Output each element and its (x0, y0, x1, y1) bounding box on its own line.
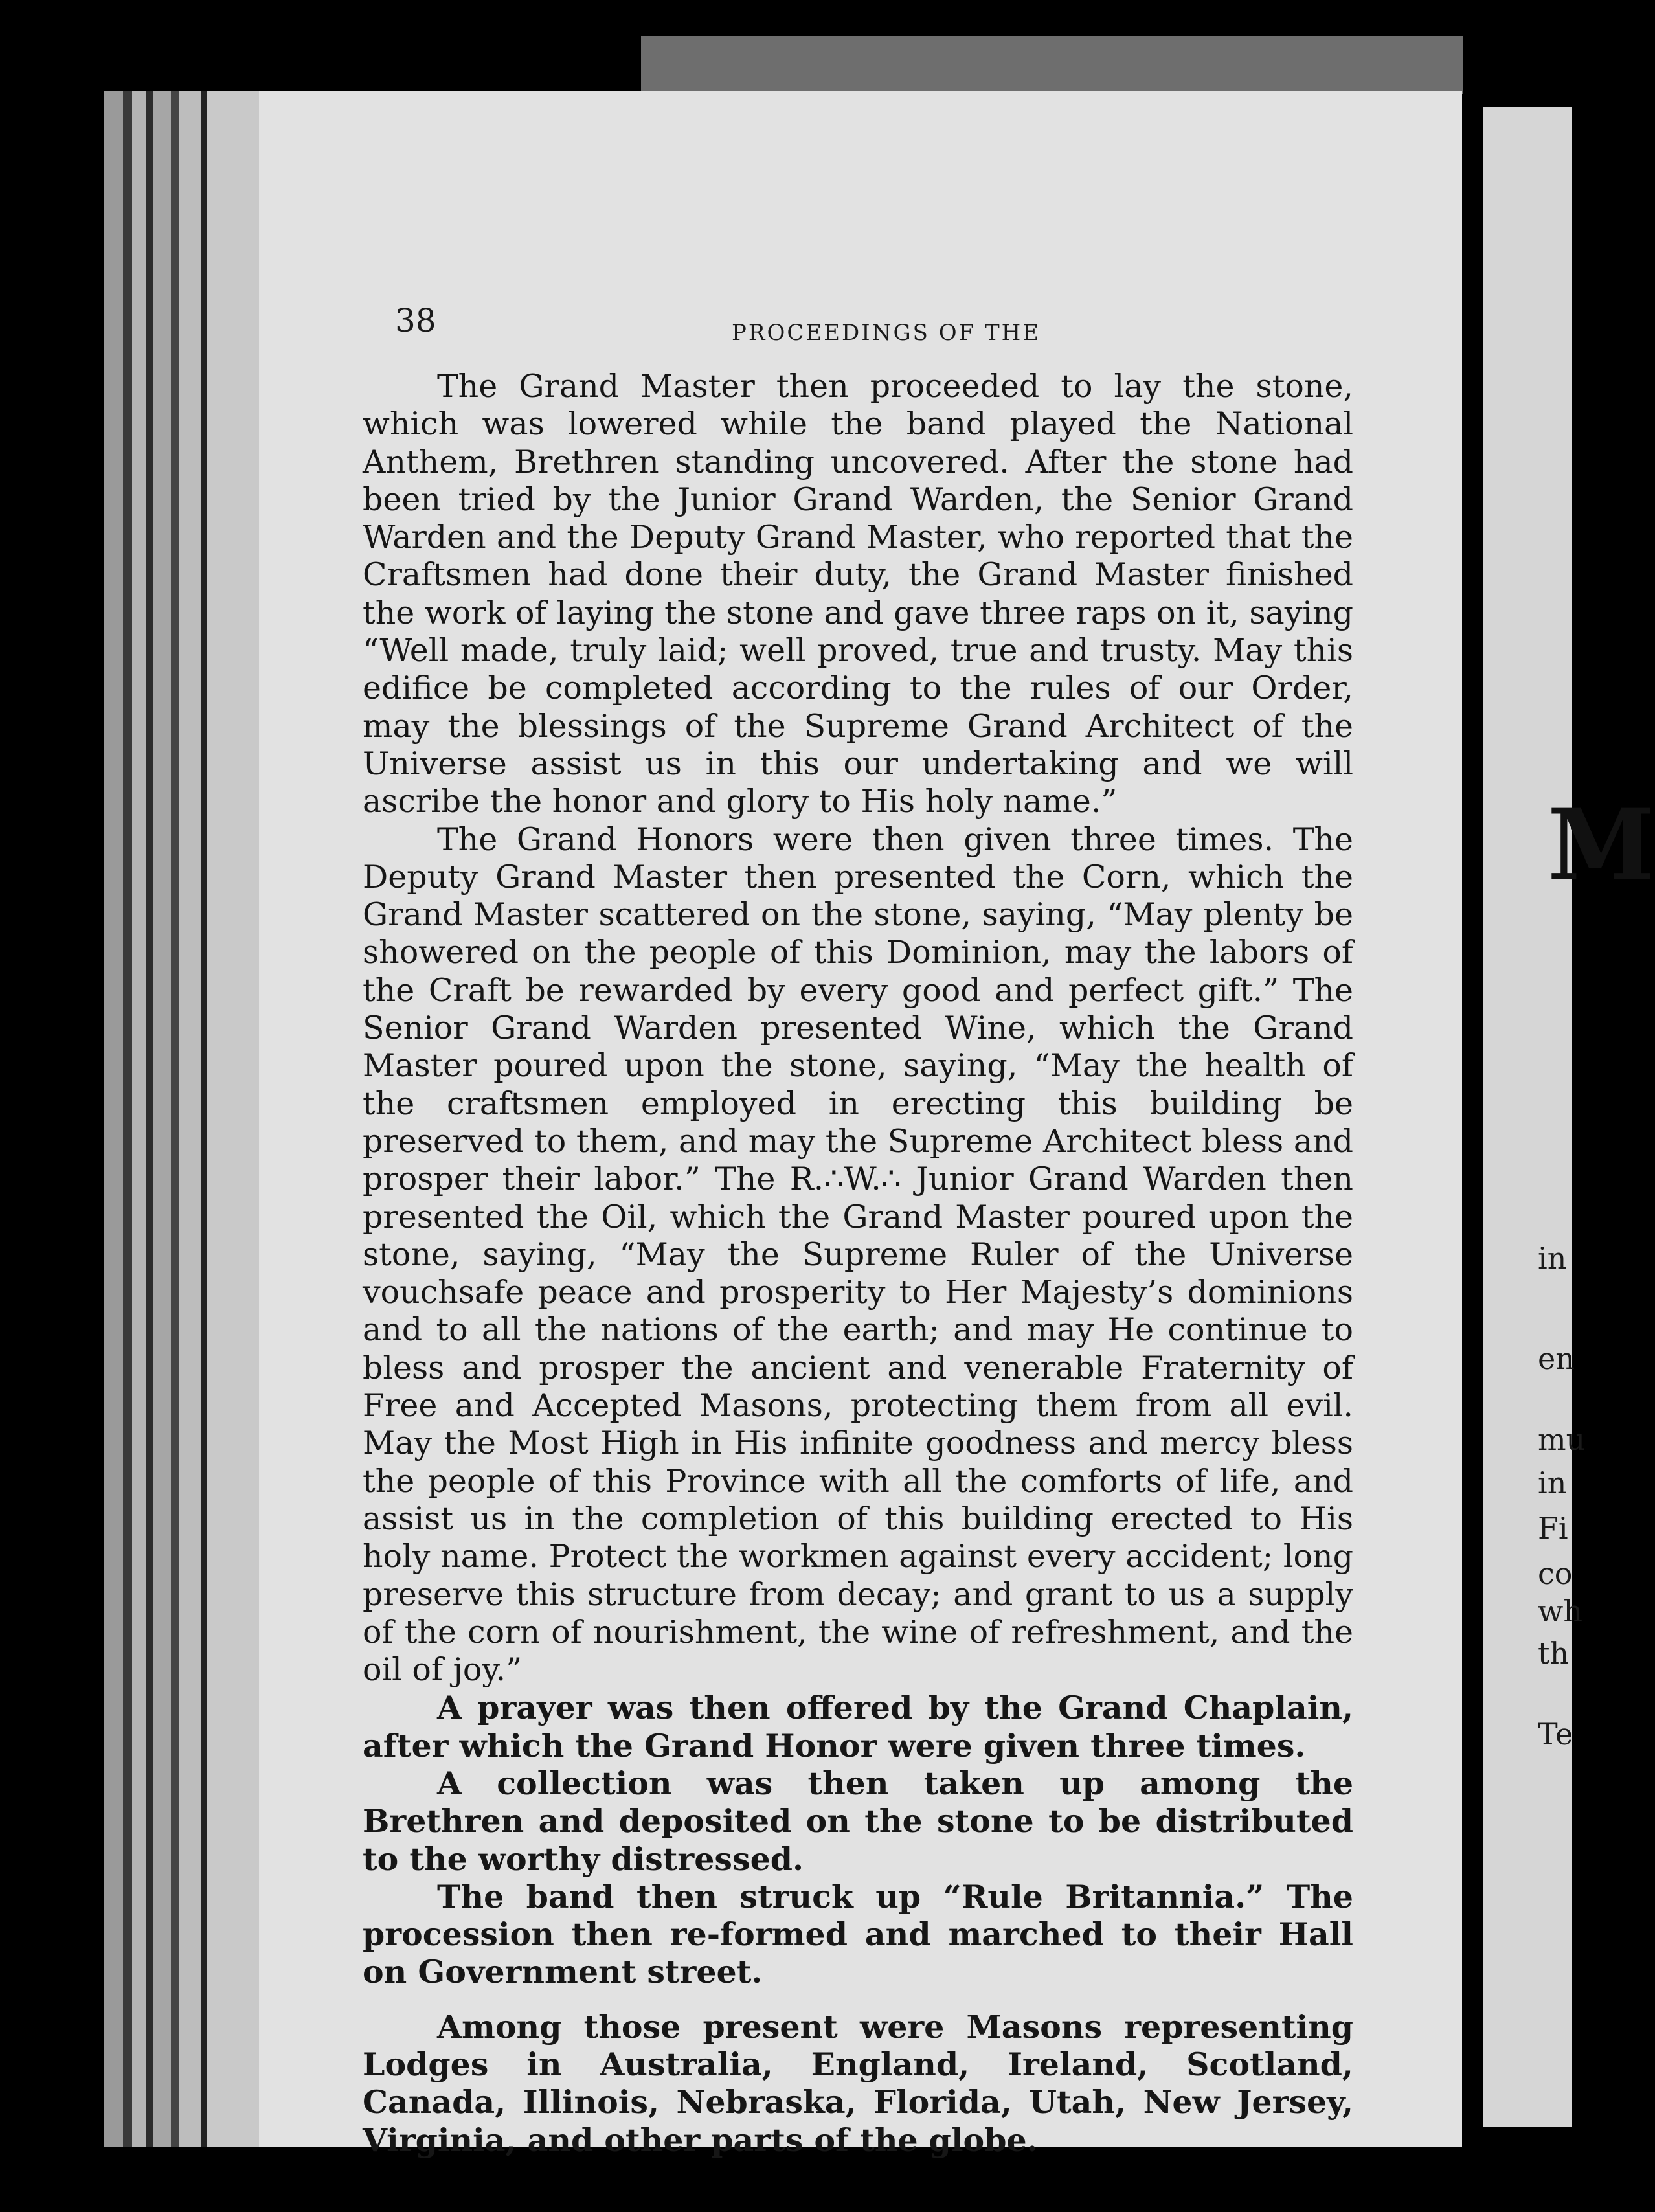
adjacent-page-word-fragment: wh (1538, 1594, 1582, 1629)
page-number: 38 (395, 302, 436, 339)
adjacent-page-word-fragment: Fi (1538, 1511, 1568, 1546)
paragraph-grand-honors: The Grand Honors were then given three times. The Deputy Grand Master then presented the Corn, which the Grand Master scattered on the stone, saying, “May plenty be showered on the people of this Dominion, may the labors of the Craft be rewarded by every good and perfect gift.” The Senior Grand Warden presented Wine, which the Grand Master poured upon the stone, saying, “May the health of the craftsmen employed in erecting this building be preserved to them, and may the Supreme Architect bless and prosper their labor.” The R.∴W.∴ Junior Grand Warden then presented the Oil, which the Grand Master poured upon the stone, saying, “May the Supreme Ruler of the Universe vouchsafe peace and prosperity to Her Majesty’s dominions and to all the nations of the earth; and may He continue to bless and prosper the ancient and venerable Fraternity of Free and Accepted Masons, protecting them from all evil. May the Most High in His infinite goodness and mercy bless the people of this Province with all the comforts of life, and assist us in the completion of this building erected to His holy name. Protect the workmen against every accident; long preserve this structure from decay; and grant to us a supply of the corn of nourishment, the wine of refreshment, and the oil of joy.” (363, 820, 1353, 1689)
paragraph-procession: The band then struck up “Rule Britannia.” The procession then re-formed and marched to their Hall on Government street. (363, 1877, 1353, 1991)
paragraph-collection: A collection was then taken up among the Brethren and deposited on the stone to be distributed to the worthy distressed. (363, 1764, 1353, 1878)
adjacent-page-fragment (1483, 107, 1655, 2127)
adjacent-page-word-fragment: Te (1538, 1717, 1573, 1752)
adjacent-page-word-fragment: in (1538, 1465, 1567, 1500)
adjacent-page-word-fragment: th (1538, 1636, 1570, 1671)
paragraph-lodges-present: Among those present were Masons representing Lodges in Australia, England, Ireland, Scotland, Canada, Illinois, Nebraska, Florida, Utah, New Jersey, Virginia, and other parts of the globe. (363, 2007, 1353, 2159)
body-text (363, 368, 1353, 2159)
book-page-edges (104, 91, 259, 2147)
book-page (259, 91, 1462, 2159)
adjacent-page-initial: M (1548, 788, 1655, 902)
paragraph-stone-laying: The Grand Master then proceeded to lay the stone, which was lowered while the band played the National Anthem, Brethren standing uncovered. After the stone had been tried by the Junior Grand Warden, the Senior Grand Warden and the Deputy Grand Master, who reported that the Craftsmen had done their duty, the Grand Master finished the work of laying the stone and gave three raps on it, saying “Well made, truly laid; well proved, true and trusty. May this edifice be completed according to the rules of our Order, may the blessings of the Supreme Grand Architect of the Universe assist us in this our undertaking and we will ascribe the honor and glory to His holy name.” (363, 368, 1353, 820)
running-head: PROCEEDINGS OF THE (732, 320, 1041, 346)
adjacent-page-word-fragment: co (1538, 1556, 1573, 1591)
adjacent-page-word-fragment: en (1538, 1341, 1575, 1376)
paragraph-prayer: A prayer was then offered by the Grand Chaplain, after which the Grand Honor were given three times. (363, 1689, 1353, 1765)
adjacent-page-word-fragment: in (1538, 1241, 1567, 1276)
adjacent-page-word-fragment: mu (1538, 1422, 1586, 1457)
film-edge-strip (641, 36, 1463, 94)
